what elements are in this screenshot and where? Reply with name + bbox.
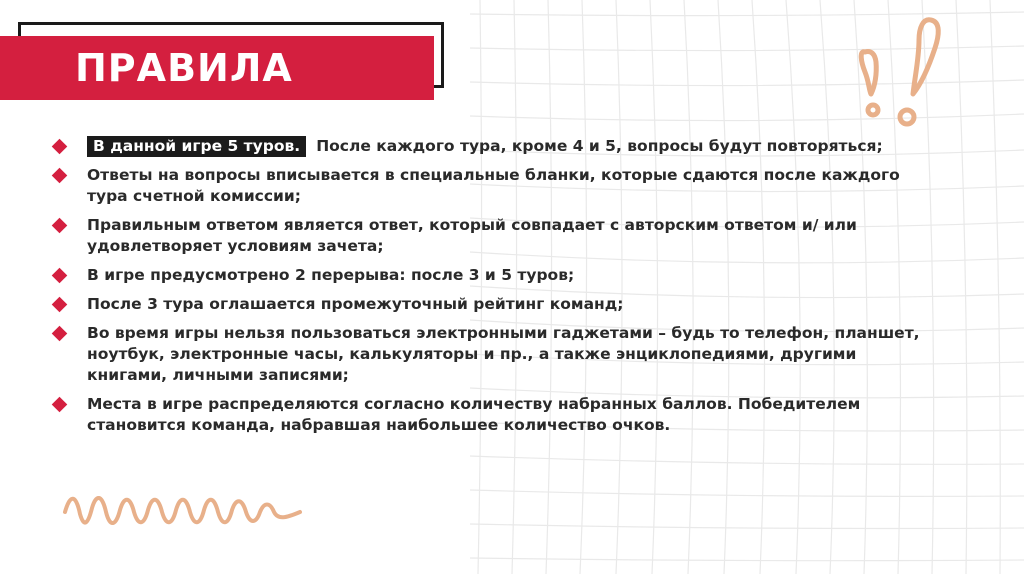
diamond-bullet-icon (52, 168, 68, 184)
zigzag-icon (60, 490, 310, 530)
rule-text: Правильным ответом является ответ, который совпадает с авторским ответом и/ или удовлетворяет условиям зачета; (87, 216, 857, 255)
diamond-bullet-icon (52, 397, 68, 413)
rule-item (52, 215, 932, 257)
exclamation-icon (845, 10, 955, 135)
rule-text: Во время игры нельзя пользоваться электронными гаджетами – будь то телефон, планшет, ноутбук, электронные часы, калькуляторы и пр., а также энциклопедиями, другими книгами, личными записями; (87, 324, 920, 384)
diamond-bullet-icon (52, 326, 68, 342)
rule-item (52, 136, 932, 157)
rule-text: После 3 тура оглашается промежуточный рейтинг команд; (87, 295, 624, 313)
rules-list (52, 136, 932, 444)
diamond-bullet-icon (52, 297, 68, 313)
rule-text: Места в игре распределяются согласно количеству набранных баллов. Победителем становится команда, набравшая наибольшее количество очков. (87, 395, 861, 434)
rule-item (52, 294, 932, 315)
rule-text: Ответы на вопросы вписывается в специальные бланки, которые сдаются после каждого тура счетной комиссии; (87, 166, 900, 205)
rule-text: После каждого тура, кроме 4 и 5, вопросы будут повторяться; (316, 137, 883, 155)
page-title: ПРАВИЛА (75, 46, 293, 90)
rule-item (52, 323, 932, 386)
title-banner (0, 36, 434, 100)
diamond-bullet-icon (52, 268, 68, 284)
rule-item (52, 165, 932, 207)
highlighted-text: В данной игре 5 туров. (87, 136, 306, 157)
rule-item (52, 265, 932, 286)
diamond-bullet-icon (52, 218, 68, 234)
diamond-bullet-icon (52, 139, 68, 155)
rule-text: В игре предусмотрено 2 перерыва: после 3 и 5 туров; (87, 266, 575, 284)
rule-item (52, 394, 932, 436)
